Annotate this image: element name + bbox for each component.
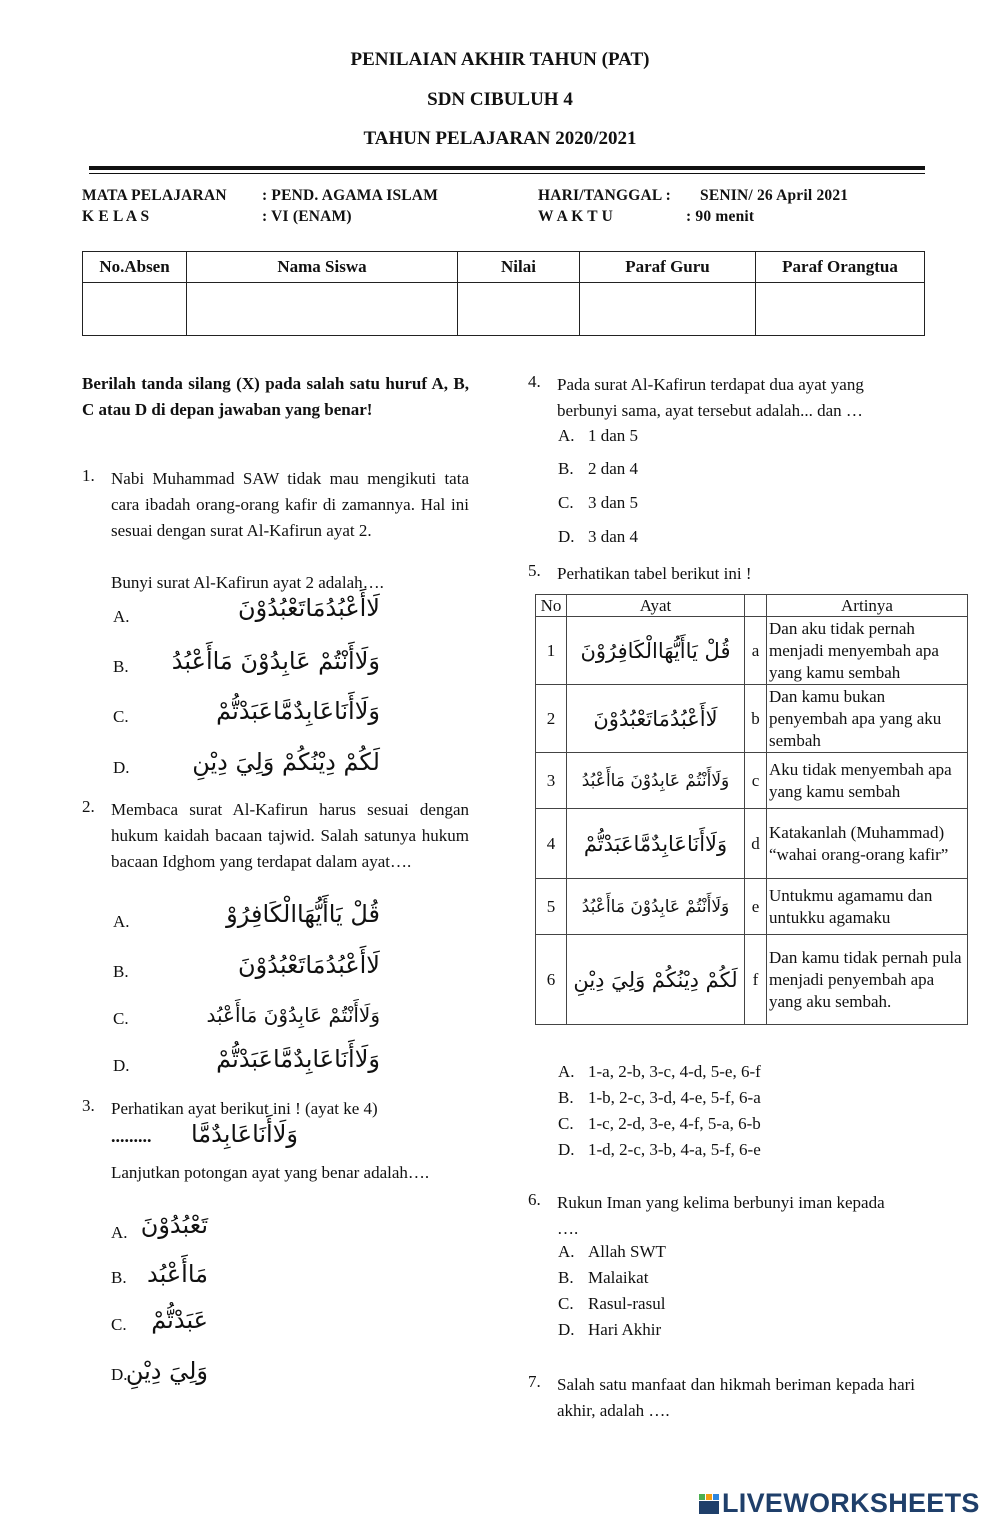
q3-option-b-letter[interactable]: B. [111,1268,127,1287]
school-name: SDN CIBULUH 4 [427,89,573,110]
col-artinya: Artinya [767,595,968,617]
class-label: K E L A S [82,208,150,225]
q6-option-a-text: Allah SWT [588,1242,666,1261]
col-no: No [536,595,567,617]
student-info-table [82,251,925,336]
table-row [536,879,968,935]
q2-text: Membaca surat Al-Kafirun harus sesuai dengan hukum kaidah bacaan tajwid. Salah satunya hukum bacaan Idghom yang terdapat dalam ayat…. [111,800,469,871]
q1-text2: Bunyi surat Al-Kafirun ayat 2 adalah…. [111,573,384,592]
q3-option-b-arabic: مَاأَعْبُد [147,1260,208,1288]
paraf-guru-field[interactable] [580,283,756,336]
exam-title: PENILAIAN AKHIR TAHUN (PAT) [350,49,650,70]
row-no: 5 [536,879,567,935]
q5-option-d-text: 1-d, 2-c, 3-b, 4-a, 5-f, 6-e [588,1140,761,1159]
col-no-absen: No.Absen [83,252,187,283]
q6-option-d-letter[interactable]: D. [558,1320,575,1339]
q3-option-d-letter[interactable]: D. [111,1365,128,1384]
row-no: 2 [536,685,567,753]
row-ayat: وَلَاأَنْتُمْ عَابِدُوْنَ مَاأَعْبُدُ [567,753,745,809]
q6-text: Rukun Iman yang kelima berbunyi iman kepada …. [557,1193,885,1238]
liveworksheets-logo-icon [698,1492,720,1516]
q1-option-c-letter[interactable]: C. [113,707,129,726]
q4-option-d-letter[interactable]: D. [558,527,575,546]
q3-ayat-dots: ......... [111,1126,152,1146]
q5-text: Perhatikan tabel berikut ini ! [557,564,752,583]
q1-option-d-arabic: لَكُمْ دِيْنُكُمْ وَلِيَ دِيْنِ [192,748,380,776]
row-arti: Untukmu agamamu dan untukku agamaku [767,879,968,935]
q1-option-b-arabic: وَلَاأَنْتُمْ عَابِدُوْنَ مَاأَعْبُدُ [171,647,380,675]
q1-option-a-arabic: لَاأَعْبُدُمَاتَعْبُدُوْنَ [238,594,380,622]
row-letter: b [745,685,767,753]
no-absen-field[interactable] [83,283,187,336]
row-letter: e [745,879,767,935]
table-row [536,809,968,879]
q1-option-b-letter[interactable]: B. [113,657,129,676]
q6-option-b-text: Malaikat [588,1268,649,1287]
q1-option-d-letter[interactable]: D. [113,758,130,777]
header-divider-thick [89,166,925,170]
q3-option-a-letter[interactable]: A. [111,1223,128,1242]
row-ayat: وَلَاأَنَاعَابِدٌمَّاعَبَدْتُّمْ [567,809,745,879]
q4-option-a-text: 1 dan 5 [588,426,639,445]
instruction: Berilah tanda silang (X) pada salah satu huruf A, B, C atau D di depan jawaban yang benar! [82,374,469,419]
row-ayat: لَكُمْ دِيْنُكُمْ وَلِيَ دِيْنِ [567,935,745,1025]
q3-ayat-arabic: وَلَاأَنَاعَابِدٌمَّا [190,1120,298,1148]
time-label: W A K T U [538,208,614,225]
row-no: 6 [536,935,567,1025]
col-nama-siswa: Nama Siswa [187,252,458,283]
table-row [536,685,968,753]
subject-value: : PEND. AGAMA ISLAM [262,187,439,204]
q2-option-d-arabic: وَلَاأَنَاعَابِدٌمَّاعَبَدْتُّمْ [216,1045,380,1073]
q7-number: 7. [528,1372,541,1391]
paraf-orangtua-field[interactable] [756,283,925,336]
q2-option-b-letter[interactable]: B. [113,962,129,981]
q5-number: 5. [528,561,541,580]
row-arti: Dan kamu tidak pernah pula menjadi penyembah apa yang aku sembah. [767,935,968,1025]
col-paraf-guru: Paraf Guru [580,252,756,283]
q3-option-c-arabic: عَبَدْتُّمْ [151,1306,208,1334]
q5-option-a-text: 1-a, 2-b, 3-c, 4-d, 5-e, 6-f [588,1062,761,1081]
nilai-field[interactable] [458,283,580,336]
col-paraf-orangtua: Paraf Orangtua [756,252,925,283]
q3-number: 3. [82,1096,95,1115]
time-value: : 90 menit [686,208,755,225]
q5-option-c-letter[interactable]: C. [558,1114,574,1133]
row-arti: Katakanlah (Muhammad) “wahai orang-orang kafir” [767,809,968,879]
col-letter [745,595,767,617]
q1-option-c-arabic: وَلَاأَنَاعَابِدٌمَّاعَبَدْتُّمْ [216,697,380,725]
subject-label: MATA PELAJARAN [82,187,227,204]
q6-option-a-letter[interactable]: A. [558,1242,575,1261]
col-nilai: Nilai [458,252,580,283]
row-arti: Dan kamu bukan penyembah apa yang aku sembah [767,685,968,753]
q3-text: Perhatikan ayat berikut ini ! (ayat ke 4) [111,1099,378,1118]
table-row [536,617,968,685]
q5-option-b-text: 1-b, 2-c, 3-d, 4-e, 5-f, 6-a [588,1088,761,1107]
ayat-matching-table [535,594,968,1025]
q3-option-c-letter[interactable]: C. [111,1315,127,1334]
row-letter: c [745,753,767,809]
row-no: 4 [536,809,567,879]
q3-option-d-arabic: وَلِيَ دِيْنِ [125,1357,208,1385]
row-letter: d [745,809,767,879]
q4-text: Pada surat Al-Kafirun terdapat dua ayat yang berbunyi sama, ayat tersebut adalah... dan … [557,375,864,420]
q6-option-b-letter[interactable]: B. [558,1268,574,1287]
q6-option-c-text: Rasul-rasul [588,1294,666,1313]
row-ayat: قُلْ يَاأَيُّهَاالْكَافِرُوْنَ [567,617,745,685]
q5-option-a-letter[interactable]: A. [558,1062,575,1081]
col-ayat: Ayat [567,595,745,617]
q6-number: 6. [528,1190,541,1209]
q7-text: Salah satu manfaat dan hikmah beriman kepada hari akhir, adalah …. [557,1375,915,1420]
q1-number: 1. [82,466,95,485]
table-row [536,753,968,809]
q2-option-c-letter[interactable]: C. [113,1009,129,1028]
row-letter: a [745,617,767,685]
q2-option-a-arabic: قُلْ يَاأَيُّهَاالْكَافِرُوْ [226,900,380,928]
q6-option-d-text: Hari Akhir [588,1320,662,1339]
row-ayat: وَلَاأَنْتُمْ عَابِدُوْنَ مَاأَعْبُدُ [567,879,745,935]
nama-siswa-field[interactable] [187,283,458,336]
academic-year: TAHUN PELAJARAN 2020/2021 [363,128,637,149]
q1-option-a-letter[interactable]: A. [113,607,130,626]
row-no: 3 [536,753,567,809]
q4-option-b-letter[interactable]: B. [558,459,574,478]
q4-number: 4. [528,372,541,391]
q5-option-b-letter[interactable]: B. [558,1088,574,1107]
table-row [536,935,968,1025]
row-no: 1 [536,617,567,685]
header-divider-thin [89,173,925,174]
q4-option-a-letter[interactable]: A. [558,426,575,445]
q5-option-d-letter[interactable]: D. [558,1140,575,1159]
q4-option-b-text: 2 dan 4 [588,459,639,478]
q2-option-d-letter[interactable]: D. [113,1056,130,1075]
row-arti: Aku tidak menyembah apa yang kamu sembah [767,753,968,809]
liveworksheets-brand[interactable]: LIVEWORKSHEETS [722,1488,980,1518]
q5-option-c-text: 1-c, 2-d, 3-e, 4-f, 5-a, 6-b [588,1114,761,1133]
q2-number: 2. [82,797,95,816]
row-letter: f [745,935,767,1025]
row-arti: Dan aku tidak pernah menjadi menyembah apa yang kamu sembah [767,617,968,685]
row-ayat: لَاأَعْبُدُمَاتَعْبُدُوْنَ [567,685,745,753]
q3-option-a-arabic: تَعْبُدُوْنَ [140,1211,208,1239]
q4-option-c-letter[interactable]: C. [558,493,574,512]
class-value: : VI (ENAM) [262,208,352,225]
q2-option-a-letter[interactable]: A. [113,912,130,931]
q3-text2: Lanjutkan potongan ayat yang benar adalah…. [111,1163,430,1182]
date-value: SENIN/ 26 April 2021 [700,187,849,204]
q2-option-b-arabic: لَاأَعْبُدُمَاتَعْبُدُوْنَ [238,951,380,979]
date-label: HARI/TANGGAL : [538,187,671,204]
q1-text: Nabi Muhammad SAW tidak mau mengikuti tata cara ibadah orang-orang kafir di zamannya. Hal ini sesuai dengan surat Al-Kafirun ayat 2. [111,469,469,540]
q4-option-c-text: 3 dan 5 [588,493,639,512]
q4-option-d-text: 3 dan 4 [588,527,639,546]
q6-option-c-letter[interactable]: C. [558,1294,574,1313]
q2-option-c-arabic: وَلَاأَنْتُمْ عَابِدُوْنَ مَاأَعْبُد [206,1003,380,1027]
